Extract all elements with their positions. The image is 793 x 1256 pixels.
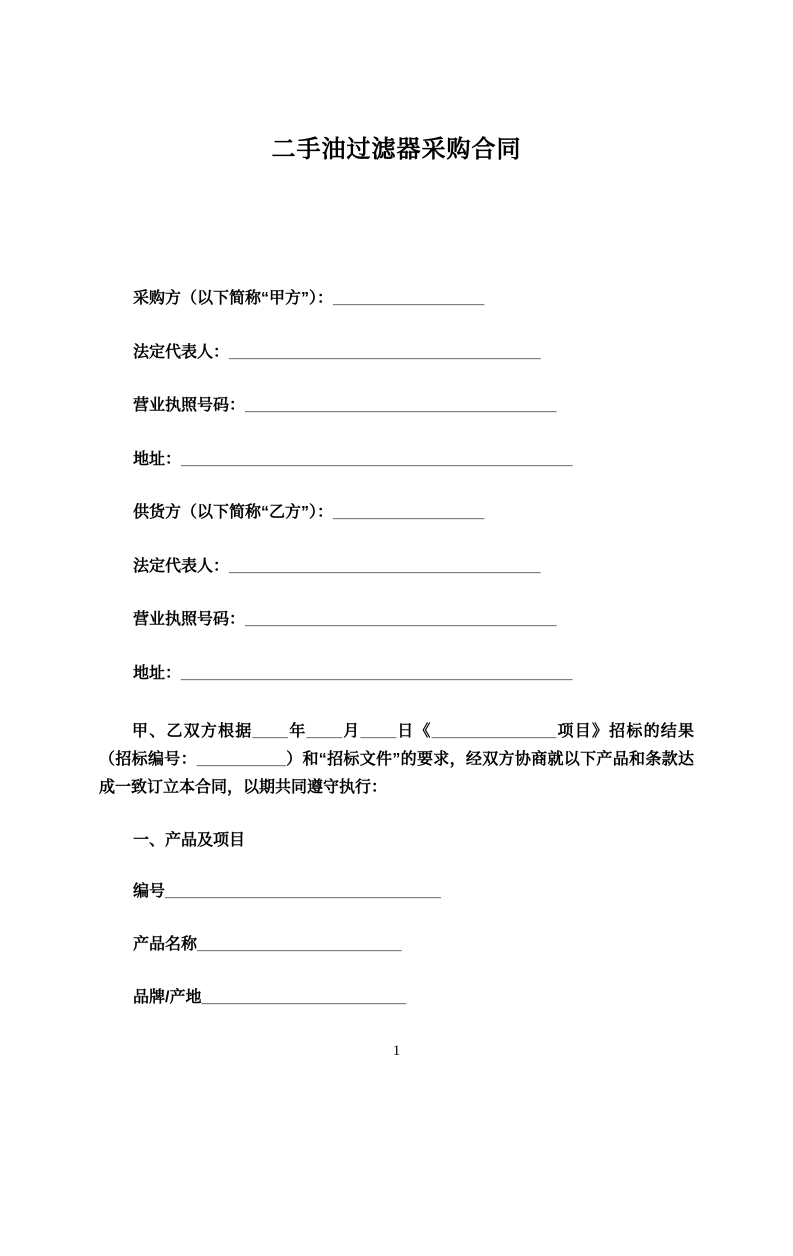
field-label: 地址： bbox=[133, 450, 182, 468]
field-label: 编号 bbox=[133, 883, 166, 900]
field-label: 营业执照号码： bbox=[133, 397, 246, 414]
field-label: 采购方（以下简称“甲方”）： bbox=[133, 290, 334, 307]
field-blank-line: ___________________________________ bbox=[245, 397, 557, 414]
field-label: 法定代表人： bbox=[133, 343, 230, 361]
intro-paragraph: 甲、乙双方根据____年____月____日《______________项目》招标的结果（招标编号：__________）和“招标文件”的要求，经双方协商就以下产品和条款达成一致订立本合同，以期共同遵守执行： bbox=[99, 723, 694, 796]
field-purchaser bbox=[99, 290, 694, 307]
field-blank-line: _______________________ bbox=[201, 989, 407, 1006]
section-heading-products: 一、产品及项目 bbox=[133, 832, 246, 849]
party-info-section bbox=[99, 290, 694, 682]
field-label: 地址： bbox=[133, 664, 182, 682]
field-product-name bbox=[99, 936, 694, 953]
field-blank-line: ___________________________________ bbox=[229, 557, 541, 575]
product-info-section bbox=[99, 883, 694, 1006]
field-label: 营业执照号码： bbox=[133, 611, 246, 628]
field-blank-line: ____________________________________________ bbox=[181, 450, 573, 468]
field-blank-line: _________________ bbox=[333, 504, 485, 521]
field-blank-line: _______________________ bbox=[197, 936, 402, 953]
field-label: 品牌/产地 bbox=[133, 989, 202, 1006]
field-supplier bbox=[99, 504, 694, 521]
field-blank-line: ___________________________________ bbox=[245, 611, 557, 628]
field-address-b bbox=[99, 665, 694, 682]
field-address-a bbox=[99, 451, 694, 468]
field-label: 供货方（以下简称“乙方”）： bbox=[133, 504, 334, 521]
field-label: 产品名称 bbox=[133, 936, 198, 953]
field-brand-origin bbox=[99, 989, 694, 1006]
page-number: 1 bbox=[392, 1043, 401, 1059]
field-business-license-b bbox=[99, 611, 694, 628]
field-label: 法定代表人： bbox=[133, 557, 230, 575]
field-business-license-a bbox=[99, 397, 694, 414]
field-legal-representative-b bbox=[99, 558, 694, 575]
field-legal-representative-a bbox=[99, 344, 694, 361]
contract-page bbox=[0, 134, 793, 1256]
field-blank-line: ____________________________________________ bbox=[181, 664, 573, 682]
document-title: 二手油过滤器采购合同 bbox=[271, 136, 522, 163]
field-blank-line: ___________________________________ bbox=[229, 343, 541, 361]
field-blank-line: _________________ bbox=[333, 290, 485, 307]
field-blank-line: _______________________________ bbox=[165, 883, 441, 900]
field-product-number bbox=[99, 883, 694, 900]
